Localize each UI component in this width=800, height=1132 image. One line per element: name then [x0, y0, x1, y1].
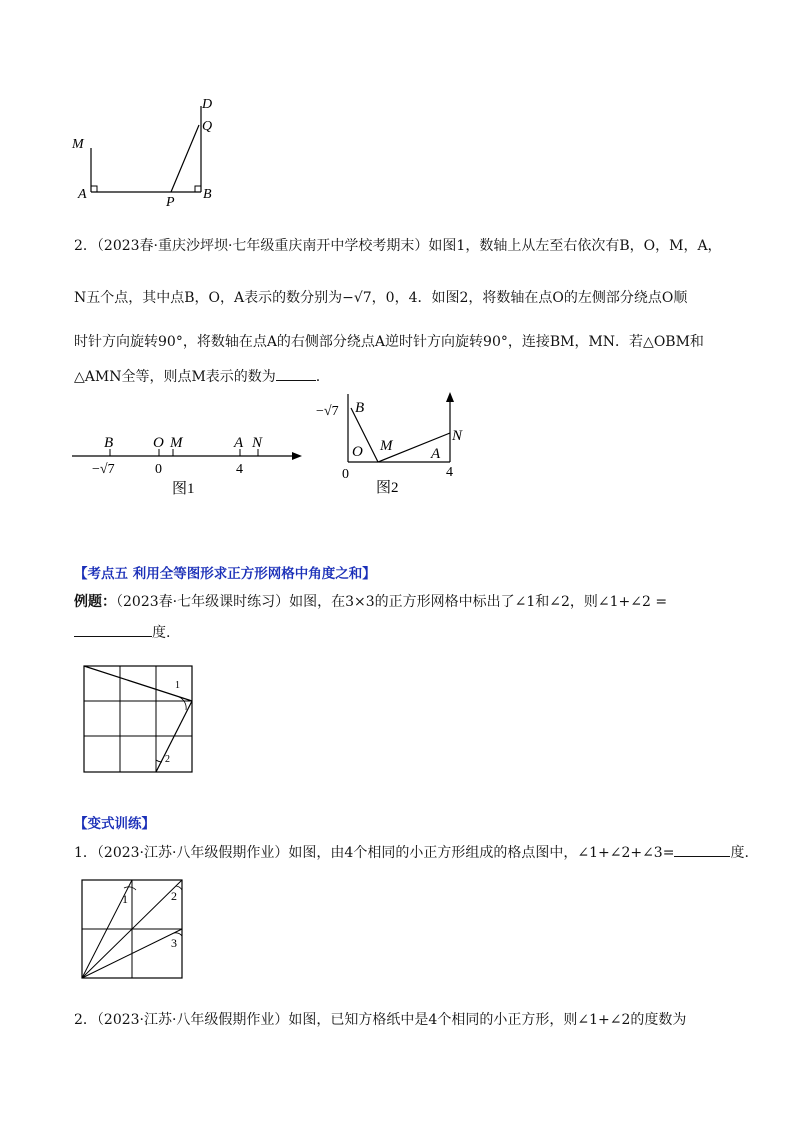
fig1-caption: 图1 [172, 481, 195, 497]
figure-2-rotated-axis [310, 388, 480, 500]
fig1-point-n: N [252, 435, 263, 451]
answer-blank-q1[interactable] [674, 842, 730, 857]
variant-q1 [74, 842, 749, 863]
fig2-caption: 图2 [376, 480, 399, 496]
variant-q1-text: 1．（2023·江苏·八年级假期作业）如图，由4个相同的小正方形组成的格点图中，∠1+∠2+∠3= [74, 845, 675, 861]
fig2-label-o: O [352, 444, 363, 460]
fig2-label-m: M [380, 438, 393, 454]
figure-3x3-grid [78, 662, 198, 776]
fig1-value-neg-sqrt7: −√7 [92, 462, 115, 477]
problem2-line4 [74, 366, 320, 387]
figure-1-number-line [70, 425, 310, 505]
fig2-label-zero: 0 [342, 467, 349, 482]
problem2-line3: 时针方向旋转90°，将数轴在点A的右侧部分绕点A逆时针方向旋转90°，连接BM，MN．若△OBM和 [74, 334, 704, 350]
variant-q2: 2．（2023·江苏·八年级假期作业）如图，已知方格纸中是4个相同的小正方形，则∠1+∠2的度数为 [74, 1012, 687, 1028]
grid2-angle-2: 2 [171, 889, 177, 903]
label-p: P [166, 195, 175, 210]
problem2-line4-text: △AMN全等，则点M表示的数为 [74, 369, 276, 385]
example-answer-line [74, 622, 170, 643]
answer-blank-m[interactable] [276, 366, 316, 381]
fig1-value-zero: 0 [155, 462, 162, 477]
example-tail: 度. [152, 625, 171, 641]
grid2-angle-3: 3 [171, 936, 177, 950]
label-b: B [203, 187, 212, 202]
fig2-label-a: A [431, 446, 441, 462]
fig1-point-m: M [170, 435, 183, 451]
figure-2x2-grid [78, 876, 188, 982]
label-d: D [202, 97, 213, 112]
fig2-label-four: 4 [446, 465, 453, 480]
problem2-line2: N五个点，其中点B，O，A表示的数分别为−√7，0，4．如图2，将数轴在点O的左侧部分绕点O顺 [74, 290, 688, 306]
figure-mapbdq [66, 92, 226, 212]
variant-title: 【变式训练】 [74, 816, 155, 832]
label-q: Q [202, 119, 213, 134]
example-text: （2023春·七年级课时练习）如图，在3×3的正方形网格中标出了∠1和∠2，则∠1+∠2 = [116, 594, 668, 610]
grid3-angle-1: 1 [175, 680, 180, 691]
example-label: 例题： [74, 594, 116, 610]
fig2-label-b: B [355, 400, 365, 416]
problem2-line4-end: . [315, 369, 321, 385]
label-m: M [72, 137, 84, 152]
fig2-label-neg-sqrt7: −√7 [316, 404, 339, 419]
variant-q1-tail: 度. [730, 845, 749, 861]
section-5-title: 【考点五 利用全等图形求正方形网格中角度之和】 [74, 566, 376, 582]
grid3-angle-2: 2 [165, 754, 170, 765]
example-line [74, 592, 667, 612]
fig1-point-b: B [104, 435, 114, 451]
fig1-point-o: O [153, 435, 164, 451]
answer-blank-example[interactable] [74, 622, 152, 637]
label-a: A [78, 187, 87, 202]
fig1-point-a: A [234, 435, 244, 451]
fig1-value-four: 4 [236, 462, 243, 477]
problem2-line1: 2．（2023春·重庆沙坪坝·七年级重庆南开中学校考期末）如图1，数轴上从左至右依次有B，O，M，A， [74, 238, 722, 254]
grid2-angle-1: 1 [122, 892, 128, 906]
fig2-label-n: N [452, 428, 463, 444]
